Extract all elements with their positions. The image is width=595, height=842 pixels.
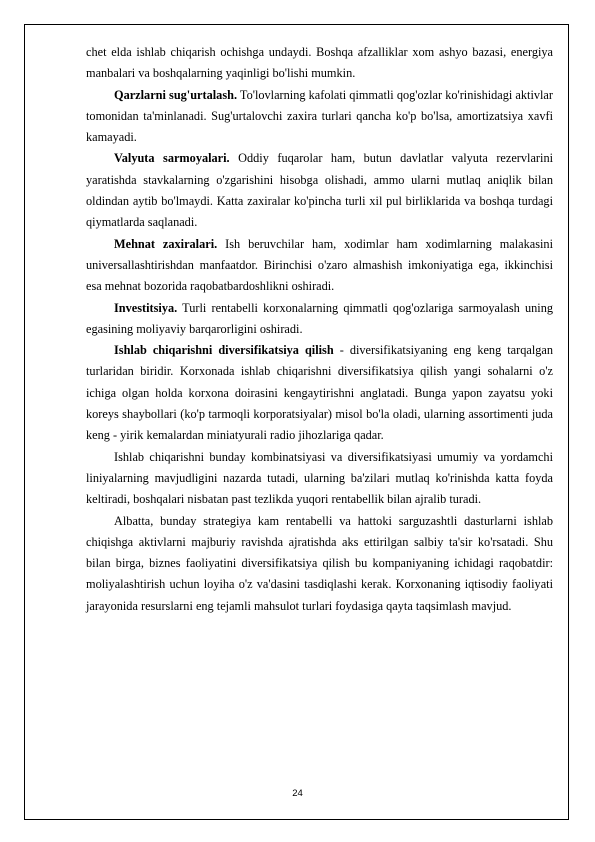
paragraph-text: Ish beruvchilar ham, xodimlar ham xodimlarning malakasini universallashtirishdan manfaatdor. Birinchisi o'zaro almashish imkoniyatiga ega, ikkinchisi esa mehnat bozorida raqobatbardoshlikni oshiradi. — [86, 236, 553, 294]
paragraph-heading: Valyuta sarmoyalari. — [114, 151, 230, 166]
paragraph-heading: Qarzlarni sug'urtalash. — [114, 87, 238, 102]
paragraph-text: - diversifikatsiyaning eng keng tarqalgan turlaridan biridir. Korxonada ishlab chiqarishni diversifikatsiya qilish yangi sohalarni o'z ichiga olgan holda korxona doirasini kengaytirishni anglatadi. Bunga yapon zayatsu yoki koreys shaybollari (ko'p tarmoqli korporatsiyalar) misol bo'la oladi, ularning assortimenti juda keng - yirik kemalardan miniatyurali radio jihozlariga qadar. — [86, 343, 553, 443]
paragraph-continuation — [86, 42, 553, 85]
paragraph-text: Oddiy fuqarolar ham, butun davlatlar valyuta rezervlarini yaratishda stavkalarning o'zgarishini hisobga olishadi, ammo ularni mutlaq aniqlik bilan oldindan aytib bo'lmaydi. Katta zaxiralar ko'pincha turli xil pul birliklarida va boshqa turdagi qiymatlarda saqlanadi. — [86, 151, 554, 230]
paragraph-production-diversification — [86, 340, 553, 446]
paragraph-combination — [86, 447, 553, 511]
paragraph-text: To'lovlarning kafolati qimmatli qog'ozlar ko'rinishidagi aktivlar tomonidan ta'minlanadi. Sug'urtalovchi zaxira turlari qancha ko'p bo'lsa, amortizatsiya xavfi kamayadi. — [86, 87, 553, 145]
paragraph-text: Turli rentabelli korxonalarning qimmatli qog'ozlariga sarmoyalash uning egasining moliyaviy barqarorligini oshiradi. — [86, 300, 553, 336]
document-body — [86, 42, 553, 617]
paragraph-heading: Investitsiya. — [114, 300, 178, 315]
paragraph-text: Ishlab chiqarishni bunday kombinatsiyasi va diversifikatsiyasi umumiy va yordamchi liniyalarning mavjudligini nazarda tutadi, ularning ba'zilari mutlaq ko'rinishda katta foyda keltiradi, boshqalari nisbatan past tezlikda yuqori rentabellik bilan ajralib turadi. — [86, 449, 553, 507]
page-number: 24 — [292, 788, 303, 799]
paragraph-text: chet elda ishlab chiqarish ochishga undaydi. Boshqa afzalliklar xom ashyo bazasi, energiya manbalari va boshqalarning yaqinligi bo'lishi mumkin. — [86, 45, 553, 81]
paragraph-text: Albatta, bunday strategiya kam rentabelli va hattoki sarguzashtli dasturlarni ishlab chiqishga aktivlarni majburiy ravishda ajratishda aks ettirilgan salbiy ta'sir ko'rsatadi. Shu bilan birga, biznes faoliyatini diversifikatsiya qilish bu kompaniyaning ichidagi raqobatdir: moliyalashtirish uchun loyiha o'z va'dasini tasdiqlashi kerak. Korxonaning iqtisodiy faoliyati jarayonida resurslarni eng tejamli mahsulot turlari foydasiga qayta taqsimlash mavjud. — [86, 513, 553, 613]
paragraph-currency-investments — [86, 148, 553, 233]
paragraph-labor-reserves — [86, 234, 553, 298]
paragraph-investment — [86, 298, 553, 341]
paragraph-debt-insurance — [86, 85, 553, 149]
paragraph-heading: Ishlab chiqarishni diversifikatsiya qilish — [114, 343, 334, 358]
paragraph-heading: Mehnat zaxiralari. — [114, 236, 218, 251]
paragraph-strategy — [86, 511, 553, 617]
